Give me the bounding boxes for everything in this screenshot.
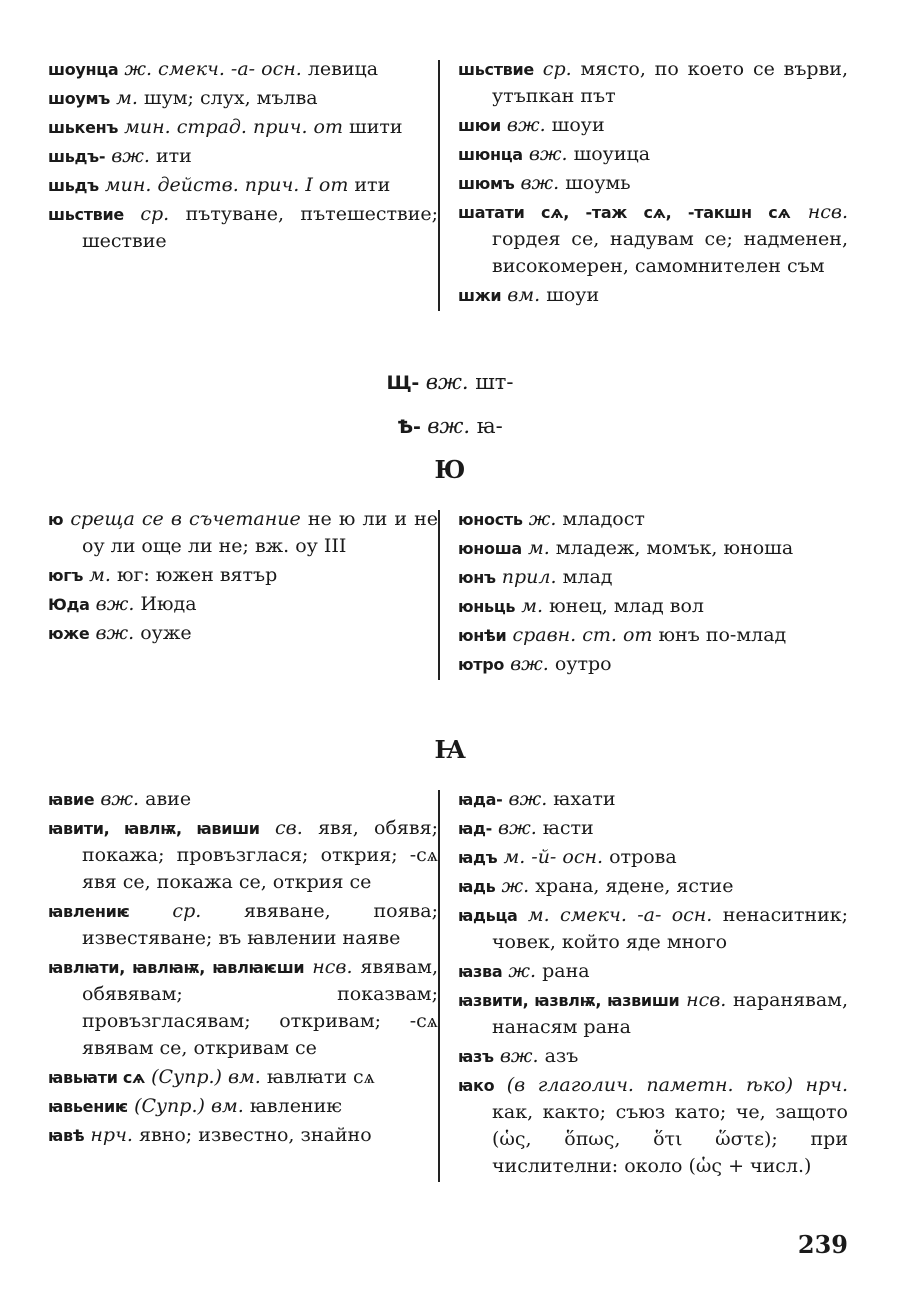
headword: юже [48, 624, 90, 643]
dictionary-entry [458, 506, 848, 533]
dictionary-entry [458, 844, 848, 871]
grammar-label: нрч. [90, 1124, 133, 1146]
dictionary-entry [48, 201, 438, 255]
dictionary-entry [48, 114, 438, 141]
grammar-label: вж. [508, 788, 548, 810]
headword: шоумъ [48, 89, 111, 108]
dictionary-entry [458, 199, 848, 280]
headword: шькенъ [48, 118, 119, 137]
dictionary-entry [458, 622, 848, 649]
dictionary-entry [458, 1072, 848, 1180]
definition: шити [349, 116, 403, 138]
grammar-label: среща се в съчетание [70, 508, 301, 530]
dictionary-entry [458, 815, 848, 842]
headword: ꙗвити, ꙗвлѭ, ꙗвиши [48, 819, 260, 838]
dictionary-entry [48, 954, 438, 1062]
definition: ꙗхати [553, 788, 616, 810]
headword: ꙗко [458, 1076, 495, 1095]
definition: авие [145, 788, 192, 810]
definition: как, както; съюз като; че, защото (ὡς, ὅπως, ὅτι ὥστε); при числителни: около (ὡς + числ.) [492, 1101, 848, 1177]
grammar-label: нсв. [312, 956, 353, 978]
definition: явно; известно, знайно [138, 1124, 372, 1146]
headword: ꙗзъ [458, 1047, 494, 1066]
section-ya [48, 786, 852, 1182]
definition: шум; слух, мълва [143, 87, 318, 109]
headword: шьствие [48, 205, 124, 224]
grammar-label: (Супр.) вм. [151, 1066, 261, 1088]
grammar-label: ж. [508, 960, 537, 982]
headword: ꙗвьениѥ [48, 1097, 129, 1116]
grammar-label: вж. [95, 622, 135, 644]
definition: Июда [140, 593, 197, 615]
headword: ꙗзвити, ꙗзвлѭ, ꙗзвиши [458, 991, 680, 1010]
definition: ꙗвлениѥ [249, 1095, 343, 1117]
dictionary-entry [458, 873, 848, 900]
grammar-label: м. [116, 87, 138, 109]
definition: ꙗсти [542, 817, 594, 839]
headword: ꙗвѣ [48, 1126, 85, 1145]
grammar-label: ср. [140, 203, 170, 225]
grammar-label: вж. [506, 114, 546, 136]
dictionary-entry [48, 85, 438, 112]
headword: ю [48, 510, 64, 529]
definition: гордея се, надувам се; надменен, високомерен, самомнителен съм [492, 228, 848, 277]
grammar-label: м. [521, 595, 544, 617]
definition: отрова [609, 846, 677, 868]
grammar-label: нсв. [807, 201, 848, 223]
definition: шоумь [565, 172, 631, 194]
dictionary-entry [458, 593, 848, 620]
headword: югъ [48, 566, 84, 585]
headword: шюи [458, 116, 501, 135]
dictionary-entry [458, 1043, 848, 1070]
definition: ꙗвлꙗти сѧ [266, 1066, 375, 1088]
dictionary-entry [48, 898, 438, 952]
dictionary-entry [48, 1064, 438, 1091]
dictionary-entry [48, 56, 438, 83]
grammar-label: вж. [111, 145, 150, 167]
definition: явявам, обявявам; показвам; провъзгласявам; откривам; -сѧ явявам се, откривам се [82, 956, 438, 1059]
grammar-label: мин. страд. прич. от [124, 116, 343, 138]
definition: шоуи [551, 114, 605, 136]
definition: юнец, млад вол [549, 595, 704, 617]
headword: ꙗдъ [458, 848, 498, 867]
definition: ити [354, 174, 391, 196]
headword: шжи [458, 286, 502, 305]
dictionary-entry [48, 562, 438, 589]
headword: ꙗвьꙗти сѧ [48, 1068, 146, 1087]
section-sh [48, 56, 852, 311]
headword: ꙗдьца [458, 906, 518, 925]
grammar-label: вж. [499, 1045, 539, 1067]
headword: юньць [458, 597, 516, 616]
cross-reference-heading-yat: Ѣ- вж. ꙗ- [397, 414, 503, 438]
headword: шьдъ- [48, 147, 106, 166]
dictionary-entry [458, 564, 848, 591]
headword: юнъ [458, 568, 496, 587]
dictionary-entry [458, 170, 848, 197]
column-right [440, 56, 848, 311]
definition: място, по което се върви, утъпкан път [492, 58, 848, 107]
dictionary-entry [458, 786, 848, 813]
headword: ꙗда- [458, 790, 503, 809]
column-right [440, 786, 848, 1182]
dictionary-entry [458, 535, 848, 562]
dictionary-entry [458, 651, 848, 678]
column-right [440, 506, 848, 680]
headword: ꙗвлꙗти, ꙗвлꙗѭ, ꙗвлꙗѥши [48, 958, 305, 977]
grammar-label: ж. [501, 875, 530, 897]
dictionary-entry [458, 902, 848, 956]
definition: юг: южен вятър [116, 564, 278, 586]
definition: наранявам, нанасям рана [492, 989, 848, 1038]
headword: ютро [458, 655, 505, 674]
headword: шьдъ [48, 176, 99, 195]
grammar-label: м. смекч. -а- осн. [527, 904, 713, 926]
headword: шоунца [48, 60, 119, 79]
definition: шоуица [573, 143, 651, 165]
letter-heading-ya: Ꙗ [434, 735, 466, 764]
headword: юноша [458, 539, 522, 558]
grammar-label: вм. [507, 284, 541, 306]
definition: азъ [544, 1045, 579, 1067]
dictionary-entry [458, 141, 848, 168]
grammar-label: ср. [172, 900, 202, 922]
headword: Юда [48, 595, 90, 614]
dictionary-entry [458, 112, 848, 139]
letter-heading-yu: Ю [434, 455, 466, 484]
definition: оуже [140, 622, 192, 644]
grammar-label: (Супр.) вм. [134, 1095, 244, 1117]
grammar-label: вж. [510, 653, 549, 675]
dictionary-entry [48, 815, 438, 896]
grammar-label: м. -й- осн. [503, 846, 604, 868]
headword: ꙗвлениѥ [48, 902, 130, 921]
dictionary-entry [48, 143, 438, 170]
grammar-label: св. [275, 817, 303, 839]
grammar-label: вж. [498, 817, 537, 839]
grammar-label: вж. [95, 593, 135, 615]
grammar-label: вж. [100, 788, 140, 810]
column-left [48, 786, 438, 1182]
column-left [48, 56, 438, 311]
definition: левица [307, 58, 379, 80]
dictionary-entry [458, 987, 848, 1041]
headword: юность [458, 510, 523, 529]
definition: млад [562, 566, 613, 588]
definition: рана [542, 960, 590, 982]
grammar-label: м. [89, 564, 111, 586]
dictionary-entry [48, 1093, 438, 1120]
definition: юнъ по-млад [658, 624, 787, 646]
definition: не ю ли и не оу ли още ли не; вж. оу III [82, 508, 438, 557]
grammar-label: вж. [528, 143, 568, 165]
headword: ꙗзва [458, 962, 503, 981]
definition: явяване, поява; известяване; въ ꙗвлении наяве [82, 900, 438, 949]
headword: ꙗд- [458, 819, 492, 838]
dictionary-entry [458, 958, 848, 985]
dictionary-entry [48, 786, 438, 813]
grammar-label: мин. действ. прич. I от [104, 174, 349, 196]
definition: младост [562, 508, 645, 530]
column-left [48, 506, 438, 680]
definition: оутро [554, 653, 612, 675]
definition: ити [156, 145, 192, 167]
definition: ненаситник; човек, който яде много [492, 904, 849, 953]
grammar-label: вж. [520, 172, 560, 194]
grammar-label: сравн. ст. от [512, 624, 653, 646]
grammar-label: прил. [501, 566, 557, 588]
grammar-label: ср. [542, 58, 572, 80]
dictionary-entry [458, 56, 848, 110]
cross-reference-heading-shch: Щ- вж. шт- [386, 370, 514, 394]
dictionary-entry [48, 506, 438, 560]
grammar-label: нсв. [686, 989, 727, 1011]
dictionary-entry [48, 620, 438, 647]
dictionary-entry [458, 282, 848, 309]
headword: шатати сѧ, -таж сѧ, -такшн сѧ [458, 203, 791, 222]
dictionary-entry [48, 1122, 438, 1149]
definition: храна, ядене, ястие [535, 875, 734, 897]
headword: ꙗвие [48, 790, 95, 809]
headword: шюмъ [458, 174, 515, 193]
definition: пътуване, пътешествие; шествие [82, 203, 439, 252]
page-number: 239 [797, 1230, 848, 1259]
definition: шоуи [546, 284, 600, 306]
definition: младеж, момък, юноша [555, 537, 794, 559]
grammar-label: ж. смекч. -а- осн. [124, 58, 302, 80]
grammar-label: ж. [528, 508, 557, 530]
headword: ꙗдь [458, 877, 496, 896]
definition: явя, обявя; покажа; провъзглася; открия; -сѧ явя се, покажа се, открия се [82, 817, 439, 893]
grammar-label: (в глаголич. паметн. ѣко) нрч. [506, 1074, 848, 1096]
dictionary-entry [48, 591, 438, 618]
headword: юнѣи [458, 626, 507, 645]
dictionary-entry [48, 172, 438, 199]
section-yu [48, 506, 852, 680]
headword: шьствие [458, 60, 534, 79]
headword: шюнца [458, 145, 523, 164]
grammar-label: м. [527, 537, 550, 559]
